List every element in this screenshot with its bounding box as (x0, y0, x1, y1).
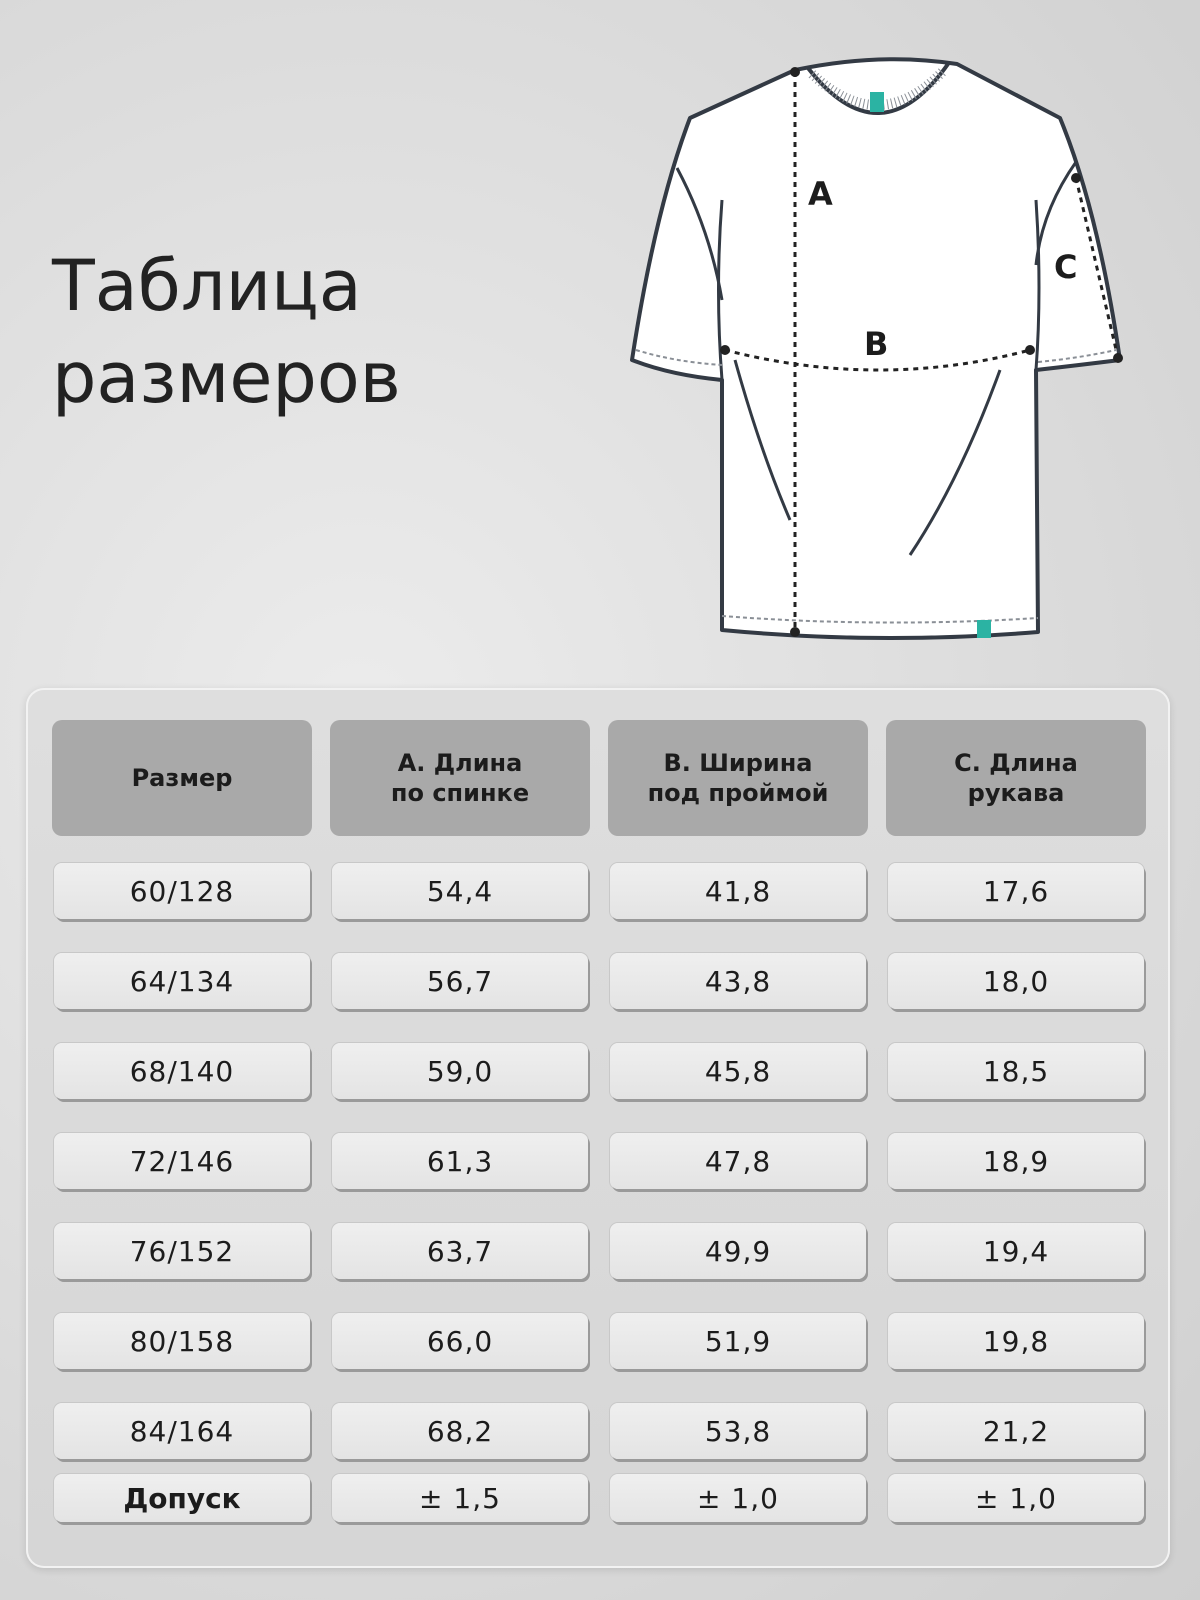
tolerance-sleeve-length: ± 1,0 (888, 1474, 1144, 1522)
cell-sleeve-length: 17,6 (888, 863, 1144, 919)
neck-tag-icon (870, 92, 884, 112)
cell-chest-width: 45,8 (610, 1043, 866, 1099)
cell-back-length: 61,3 (332, 1133, 588, 1189)
hem-tag-icon (977, 620, 991, 638)
size-table (26, 688, 1170, 1568)
cell-chest-width: 43,8 (610, 953, 866, 1009)
cell-size: 64/134 (54, 953, 310, 1009)
title-line-2: размеров (52, 337, 401, 419)
cell-size: 68/140 (54, 1043, 310, 1099)
cell-chest-width: 51,9 (610, 1313, 866, 1369)
label-a: A (808, 175, 833, 213)
cell-size: 60/128 (54, 863, 310, 919)
cell-chest-width: 53,8 (610, 1403, 866, 1459)
header-back-length: А. Длина по спинке (330, 720, 590, 836)
header-chest-width: В. Ширина под проймой (608, 720, 868, 836)
tolerance-chest-width: ± 1,0 (610, 1474, 866, 1522)
cell-chest-width: 49,9 (610, 1223, 866, 1279)
cell-sleeve-length: 18,5 (888, 1043, 1144, 1099)
cell-back-length: 66,0 (332, 1313, 588, 1369)
tshirt-measurement-diagram (630, 50, 1150, 660)
cell-size: 76/152 (54, 1223, 310, 1279)
cell-size: 80/158 (54, 1313, 310, 1369)
tolerance-back-length: ± 1,5 (332, 1474, 588, 1522)
cell-size: 72/146 (54, 1133, 310, 1189)
cell-size: 84/164 (54, 1403, 310, 1459)
header-size: Размер (52, 720, 312, 836)
cell-sleeve-length: 19,4 (888, 1223, 1144, 1279)
cell-chest-width: 41,8 (610, 863, 866, 919)
cell-sleeve-length: 19,8 (888, 1313, 1144, 1369)
cell-back-length: 68,2 (332, 1403, 588, 1459)
cell-back-length: 56,7 (332, 953, 588, 1009)
cell-back-length: 54,4 (332, 863, 588, 919)
page-title (52, 240, 401, 424)
title-line-1: Таблица (52, 245, 362, 327)
label-b: B (864, 325, 889, 363)
cell-sleeve-length: 21,2 (888, 1403, 1144, 1459)
cell-chest-width: 47,8 (610, 1133, 866, 1189)
cell-sleeve-length: 18,0 (888, 953, 1144, 1009)
cell-sleeve-length: 18,9 (888, 1133, 1144, 1189)
cell-back-length: 63,7 (332, 1223, 588, 1279)
cell-back-length: 59,0 (332, 1043, 588, 1099)
header-sleeve-length: С. Длина рукава (886, 720, 1146, 836)
tolerance-size: Допуск (54, 1474, 310, 1522)
label-c: C (1054, 248, 1078, 286)
